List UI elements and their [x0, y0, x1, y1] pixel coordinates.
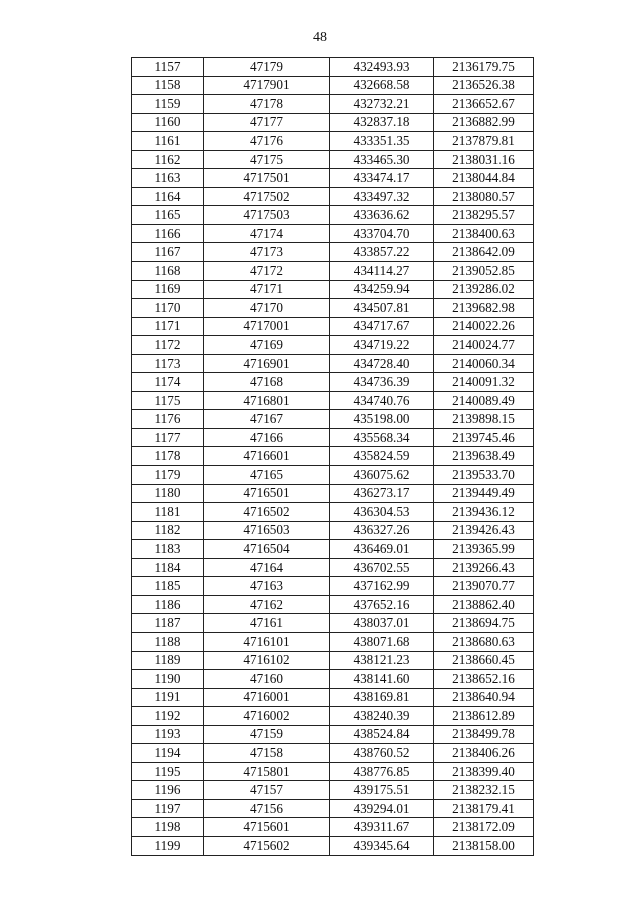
x-coordinate-cell: 438524.84	[330, 725, 434, 744]
x-coordinate-cell: 437652.16	[330, 595, 434, 614]
point-code-cell: 4715601	[204, 818, 330, 837]
x-coordinate-cell: 435568.34	[330, 428, 434, 447]
table-row	[132, 540, 534, 559]
y-coordinate-cell: 2138640.94	[434, 688, 534, 707]
x-coordinate-cell: 432837.18	[330, 113, 434, 132]
x-coordinate-cell: 432668.58	[330, 76, 434, 95]
point-number-cell: 1193	[132, 725, 204, 744]
y-coordinate-cell: 2139052.85	[434, 262, 534, 281]
table-row	[132, 707, 534, 726]
y-coordinate-cell: 2139533.70	[434, 466, 534, 485]
table-row	[132, 336, 534, 355]
x-coordinate-cell: 438169.81	[330, 688, 434, 707]
point-code-cell: 47161	[204, 614, 330, 633]
y-coordinate-cell: 2139745.46	[434, 428, 534, 447]
x-coordinate-cell: 433704.70	[330, 224, 434, 243]
y-coordinate-cell: 2136179.75	[434, 58, 534, 77]
x-coordinate-cell: 438071.68	[330, 632, 434, 651]
y-coordinate-cell: 2136652.67	[434, 95, 534, 114]
point-code-cell: 4716102	[204, 651, 330, 670]
table-row	[132, 651, 534, 670]
x-coordinate-cell: 438760.52	[330, 744, 434, 763]
table-row	[132, 762, 534, 781]
x-coordinate-cell: 439294.01	[330, 799, 434, 818]
point-code-cell: 47174	[204, 224, 330, 243]
x-coordinate-cell: 439311.67	[330, 818, 434, 837]
y-coordinate-cell: 2138044.84	[434, 169, 534, 188]
table-row	[132, 58, 534, 77]
y-coordinate-cell: 2137879.81	[434, 132, 534, 151]
table-row	[132, 466, 534, 485]
point-number-cell: 1160	[132, 113, 204, 132]
point-number-cell: 1163	[132, 169, 204, 188]
table-row	[132, 150, 534, 169]
point-number-cell: 1175	[132, 391, 204, 410]
x-coordinate-cell: 432493.93	[330, 58, 434, 77]
x-coordinate-cell: 434507.81	[330, 299, 434, 318]
table-row	[132, 614, 534, 633]
point-number-cell: 1197	[132, 799, 204, 818]
y-coordinate-cell: 2138179.41	[434, 799, 534, 818]
y-coordinate-cell: 2138232.15	[434, 781, 534, 800]
y-coordinate-cell: 2138399.40	[434, 762, 534, 781]
x-coordinate-cell: 434736.39	[330, 373, 434, 392]
point-number-cell: 1196	[132, 781, 204, 800]
y-coordinate-cell: 2139286.02	[434, 280, 534, 299]
y-coordinate-cell: 2140022.26	[434, 317, 534, 336]
x-coordinate-cell: 438776.85	[330, 762, 434, 781]
point-code-cell: 47169	[204, 336, 330, 355]
table-row	[132, 280, 534, 299]
table-row	[132, 725, 534, 744]
table-row	[132, 503, 534, 522]
point-number-cell: 1178	[132, 447, 204, 466]
point-code-cell: 4717502	[204, 187, 330, 206]
y-coordinate-cell: 2138612.89	[434, 707, 534, 726]
y-coordinate-cell: 2139898.15	[434, 410, 534, 429]
point-code-cell: 4716501	[204, 484, 330, 503]
x-coordinate-cell: 434728.40	[330, 354, 434, 373]
table-row	[132, 410, 534, 429]
point-number-cell: 1173	[132, 354, 204, 373]
table-row	[132, 391, 534, 410]
x-coordinate-cell: 436075.62	[330, 466, 434, 485]
x-coordinate-cell: 434740.76	[330, 391, 434, 410]
point-number-cell: 1195	[132, 762, 204, 781]
point-number-cell: 1161	[132, 132, 204, 151]
point-code-cell: 47170	[204, 299, 330, 318]
x-coordinate-cell: 433474.17	[330, 169, 434, 188]
x-coordinate-cell: 433465.30	[330, 150, 434, 169]
point-number-cell: 1182	[132, 521, 204, 540]
point-number-cell: 1170	[132, 299, 204, 318]
x-coordinate-cell: 434114.27	[330, 262, 434, 281]
table-row	[132, 317, 534, 336]
point-number-cell: 1172	[132, 336, 204, 355]
point-code-cell: 47162	[204, 595, 330, 614]
table-row	[132, 299, 534, 318]
y-coordinate-cell: 2138080.57	[434, 187, 534, 206]
x-coordinate-cell: 433351.35	[330, 132, 434, 151]
point-code-cell: 4716101	[204, 632, 330, 651]
point-number-cell: 1198	[132, 818, 204, 837]
table-row	[132, 95, 534, 114]
point-code-cell: 4716901	[204, 354, 330, 373]
table-row	[132, 595, 534, 614]
x-coordinate-cell: 432732.21	[330, 95, 434, 114]
point-number-cell: 1167	[132, 243, 204, 262]
y-coordinate-cell: 2138406.26	[434, 744, 534, 763]
point-code-cell: 47159	[204, 725, 330, 744]
point-code-cell: 4717001	[204, 317, 330, 336]
table-row	[132, 632, 534, 651]
point-code-cell: 4715801	[204, 762, 330, 781]
point-code-cell: 4716601	[204, 447, 330, 466]
point-number-cell: 1189	[132, 651, 204, 670]
point-number-cell: 1166	[132, 224, 204, 243]
point-number-cell: 1158	[132, 76, 204, 95]
point-number-cell: 1179	[132, 466, 204, 485]
table-row	[132, 373, 534, 392]
table-row	[132, 243, 534, 262]
point-number-cell: 1164	[132, 187, 204, 206]
x-coordinate-cell: 436469.01	[330, 540, 434, 559]
y-coordinate-cell: 2138694.75	[434, 614, 534, 633]
coordinates-table-body	[132, 58, 534, 856]
y-coordinate-cell: 2139426.43	[434, 521, 534, 540]
point-number-cell: 1184	[132, 558, 204, 577]
point-code-cell: 47175	[204, 150, 330, 169]
y-coordinate-cell: 2138031.16	[434, 150, 534, 169]
point-code-cell: 47167	[204, 410, 330, 429]
coordinates-table	[131, 57, 534, 856]
table-row	[132, 818, 534, 837]
table-row	[132, 799, 534, 818]
x-coordinate-cell: 436702.55	[330, 558, 434, 577]
x-coordinate-cell: 437162.99	[330, 577, 434, 596]
x-coordinate-cell: 438037.01	[330, 614, 434, 633]
y-coordinate-cell: 2140060.34	[434, 354, 534, 373]
point-number-cell: 1157	[132, 58, 204, 77]
point-code-cell: 47177	[204, 113, 330, 132]
point-code-cell: 47168	[204, 373, 330, 392]
x-coordinate-cell: 439345.64	[330, 836, 434, 855]
point-number-cell: 1194	[132, 744, 204, 763]
point-number-cell: 1165	[132, 206, 204, 225]
point-code-cell: 4716002	[204, 707, 330, 726]
point-code-cell: 4715602	[204, 836, 330, 855]
x-coordinate-cell: 438141.60	[330, 670, 434, 689]
table-row	[132, 76, 534, 95]
y-coordinate-cell: 2136526.38	[434, 76, 534, 95]
x-coordinate-cell: 433636.62	[330, 206, 434, 225]
table-row	[132, 484, 534, 503]
point-number-cell: 1185	[132, 577, 204, 596]
x-coordinate-cell: 438240.39	[330, 707, 434, 726]
table-row	[132, 187, 534, 206]
y-coordinate-cell: 2139266.43	[434, 558, 534, 577]
point-code-cell: 47160	[204, 670, 330, 689]
point-number-cell: 1187	[132, 614, 204, 633]
point-code-cell: 47179	[204, 58, 330, 77]
point-code-cell: 47157	[204, 781, 330, 800]
point-number-cell: 1180	[132, 484, 204, 503]
point-code-cell: 47156	[204, 799, 330, 818]
point-number-cell: 1190	[132, 670, 204, 689]
x-coordinate-cell: 434719.22	[330, 336, 434, 355]
table-row	[132, 836, 534, 855]
y-coordinate-cell: 2138660.45	[434, 651, 534, 670]
x-coordinate-cell: 438121.23	[330, 651, 434, 670]
point-number-cell: 1176	[132, 410, 204, 429]
point-number-cell: 1181	[132, 503, 204, 522]
point-number-cell: 1191	[132, 688, 204, 707]
x-coordinate-cell: 435198.00	[330, 410, 434, 429]
point-code-cell: 47171	[204, 280, 330, 299]
y-coordinate-cell: 2139638.49	[434, 447, 534, 466]
table-row	[132, 428, 534, 447]
x-coordinate-cell: 433857.22	[330, 243, 434, 262]
point-number-cell: 1188	[132, 632, 204, 651]
table-row	[132, 113, 534, 132]
y-coordinate-cell: 2140089.49	[434, 391, 534, 410]
y-coordinate-cell: 2138295.57	[434, 206, 534, 225]
y-coordinate-cell: 2138680.63	[434, 632, 534, 651]
point-code-cell: 47163	[204, 577, 330, 596]
point-number-cell: 1162	[132, 150, 204, 169]
point-code-cell: 47172	[204, 262, 330, 281]
y-coordinate-cell: 2139449.49	[434, 484, 534, 503]
point-code-cell: 47178	[204, 95, 330, 114]
point-code-cell: 4716001	[204, 688, 330, 707]
point-code-cell: 47166	[204, 428, 330, 447]
y-coordinate-cell: 2138862.40	[434, 595, 534, 614]
point-code-cell: 47158	[204, 744, 330, 763]
table-row	[132, 521, 534, 540]
x-coordinate-cell: 436304.53	[330, 503, 434, 522]
point-code-cell: 4717503	[204, 206, 330, 225]
point-number-cell: 1183	[132, 540, 204, 559]
table-row	[132, 262, 534, 281]
point-code-cell: 47164	[204, 558, 330, 577]
table-row	[132, 744, 534, 763]
y-coordinate-cell: 2136882.99	[434, 113, 534, 132]
x-coordinate-cell: 436273.17	[330, 484, 434, 503]
point-code-cell: 4716504	[204, 540, 330, 559]
table-row	[132, 781, 534, 800]
table-row	[132, 447, 534, 466]
table-row	[132, 169, 534, 188]
y-coordinate-cell: 2138400.63	[434, 224, 534, 243]
point-number-cell: 1171	[132, 317, 204, 336]
point-number-cell: 1199	[132, 836, 204, 855]
point-number-cell: 1177	[132, 428, 204, 447]
point-number-cell: 1174	[132, 373, 204, 392]
x-coordinate-cell: 436327.26	[330, 521, 434, 540]
x-coordinate-cell: 433497.32	[330, 187, 434, 206]
table-row	[132, 224, 534, 243]
table-row	[132, 132, 534, 151]
point-number-cell: 1186	[132, 595, 204, 614]
y-coordinate-cell: 2138172.09	[434, 818, 534, 837]
y-coordinate-cell: 2139682.98	[434, 299, 534, 318]
y-coordinate-cell: 2138499.78	[434, 725, 534, 744]
y-coordinate-cell: 2139365.99	[434, 540, 534, 559]
y-coordinate-cell: 2138642.09	[434, 243, 534, 262]
y-coordinate-cell: 2139070.77	[434, 577, 534, 596]
y-coordinate-cell: 2139436.12	[434, 503, 534, 522]
y-coordinate-cell: 2138158.00	[434, 836, 534, 855]
page-number: 48	[313, 30, 327, 45]
point-code-cell: 47173	[204, 243, 330, 262]
y-coordinate-cell: 2138652.16	[434, 670, 534, 689]
point-code-cell: 47165	[204, 466, 330, 485]
x-coordinate-cell: 434717.67	[330, 317, 434, 336]
point-code-cell: 4716503	[204, 521, 330, 540]
point-code-cell: 4717901	[204, 76, 330, 95]
point-code-cell: 4716502	[204, 503, 330, 522]
x-coordinate-cell: 434259.94	[330, 280, 434, 299]
table-row	[132, 206, 534, 225]
point-number-cell: 1168	[132, 262, 204, 281]
point-number-cell: 1159	[132, 95, 204, 114]
table-row	[132, 577, 534, 596]
table-row	[132, 670, 534, 689]
y-coordinate-cell: 2140024.77	[434, 336, 534, 355]
point-code-cell: 4716801	[204, 391, 330, 410]
table-row	[132, 354, 534, 373]
point-code-cell: 47176	[204, 132, 330, 151]
point-number-cell: 1192	[132, 707, 204, 726]
table-row	[132, 688, 534, 707]
point-number-cell: 1169	[132, 280, 204, 299]
table-row	[132, 558, 534, 577]
x-coordinate-cell: 435824.59	[330, 447, 434, 466]
y-coordinate-cell: 2140091.32	[434, 373, 534, 392]
point-code-cell: 4717501	[204, 169, 330, 188]
x-coordinate-cell: 439175.51	[330, 781, 434, 800]
